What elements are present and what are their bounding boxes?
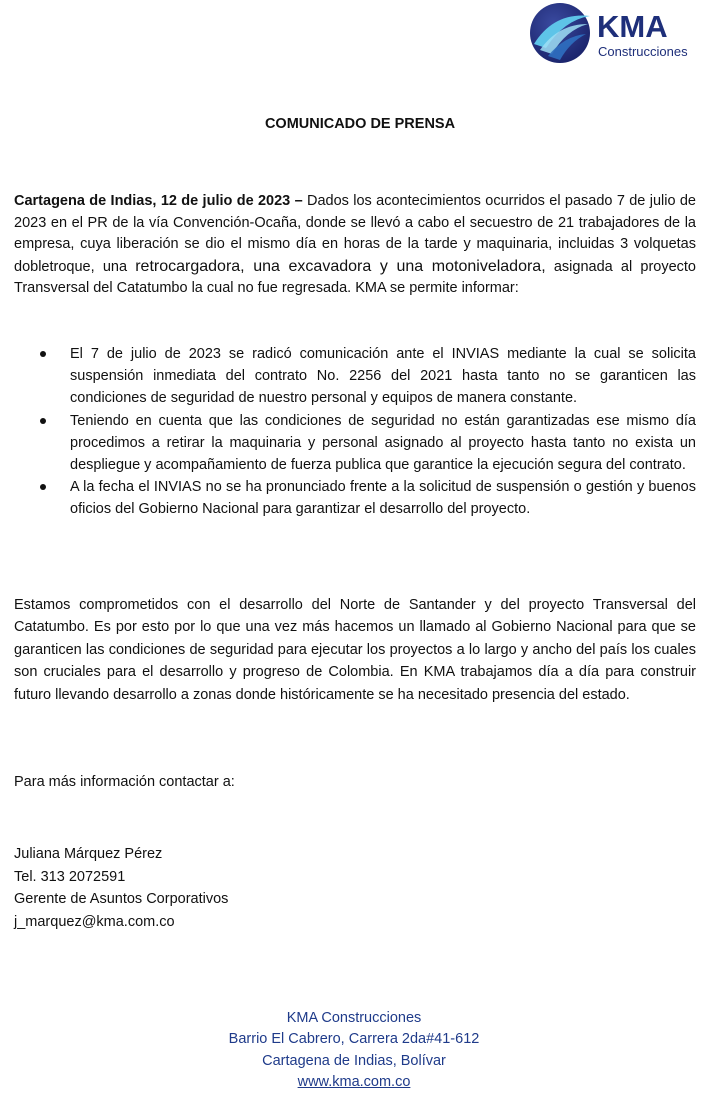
bullet-icon (40, 484, 46, 490)
kma-logo (524, 2, 699, 64)
logo-subtitle: Construcciones (598, 44, 688, 59)
lead-text-part-2: asignada al proyecto Transversal del Catatumbo la cual no fue regresada. KMA se permite informar: (14, 258, 696, 297)
lead-paragraph (14, 191, 696, 300)
page-title: COMUNICADO DE PRENSA (264, 116, 456, 132)
footer-company: KMA Construcciones (286, 1010, 422, 1026)
lead-dateline: Cartagena de Indias, 12 de julio de 2023 – (14, 193, 303, 209)
page-footer (0, 1008, 708, 1094)
footer-address: Barrio El Cabrero, Carrera 2da#41-612 (228, 1031, 480, 1048)
contact-name: Juliana Márquez Pérez (14, 846, 163, 862)
list-item-text: Teniendo en cuenta que las condiciones de seguridad no están garantizadas ese mismo día procedimos a retirar la maquinaria y personal asignado al proyecto hasta tanto no exista un despliegue y acompañamiento de fuerza publica que garantice la ejecución segura del contrato. (70, 412, 696, 474)
contact-intro: Para más información contactar a: (14, 774, 235, 790)
bullet-icon (40, 418, 46, 424)
signature-block (14, 843, 228, 933)
contact-email: j_marquez@kma.com.co (14, 913, 175, 930)
footer-city: Cartagena de Indias, Bolívar (262, 1052, 446, 1069)
list-item (40, 410, 696, 477)
list-item (40, 476, 696, 520)
logo-wordmark: KMA (597, 9, 668, 44)
bullet-list (40, 343, 696, 521)
list-item-text: El 7 de julio de 2023 se radicó comunicación ante el INVIAS mediante la cual se solicita suspensión inmediata del contrato No. 2256 del 2021 hasta tanto no se garanticen las condiciones de seguridad de nuestro personal y equipos de manera constante. (70, 346, 696, 407)
list-item (40, 343, 696, 410)
contact-phone: Tel. 313 2072591 (14, 868, 126, 885)
bullet-icon (40, 351, 46, 357)
lead-text-part-1: Dados los acontecimientos ocurridos el pasado 7 de julio de 2023 en el PR de la vía Convención-Ocaña, donde se llevó a cabo el secuestro de 21 trabajadores de la empresa, cuya liberación se dio el mismo día en horas de la tarde y maquinaria, incluidas 3 volquetas dobletroque, una (14, 193, 696, 275)
footer-website-link[interactable]: www.kma.com.co (297, 1074, 411, 1091)
lead-text-equipment: retrocargadora, una excavadora y una motoniveladora, (135, 257, 546, 275)
contact-role: Gerente de Asuntos Corporativos (14, 891, 229, 908)
logo-emblem-icon (524, 2, 594, 64)
list-item-text: A la fecha el INVIAS no se ha pronunciado frente a la solicitud de suspensión o gestión y buenos oficios del Gobierno Nacional para garantizar el desarrollo del proyecto. (70, 479, 696, 518)
commitment-paragraph: Estamos comprometidos con el desarrollo del Norte de Santander y del proyecto Transversal del Catatumbo. Es por esto por lo que una vez más hacemos un llamado al Gobierno Nacional para que se garanticen las condiciones de seguridad para ejecutar los proyectos a lo largo y ancho del país los cuales son cruciales para el desarrollo y progreso de Colombia. En KMA trabajamos día a día para construir futuro llevando desarrollo a zonas donde históricamente se ha necesitado presencia del estado. (14, 597, 696, 703)
